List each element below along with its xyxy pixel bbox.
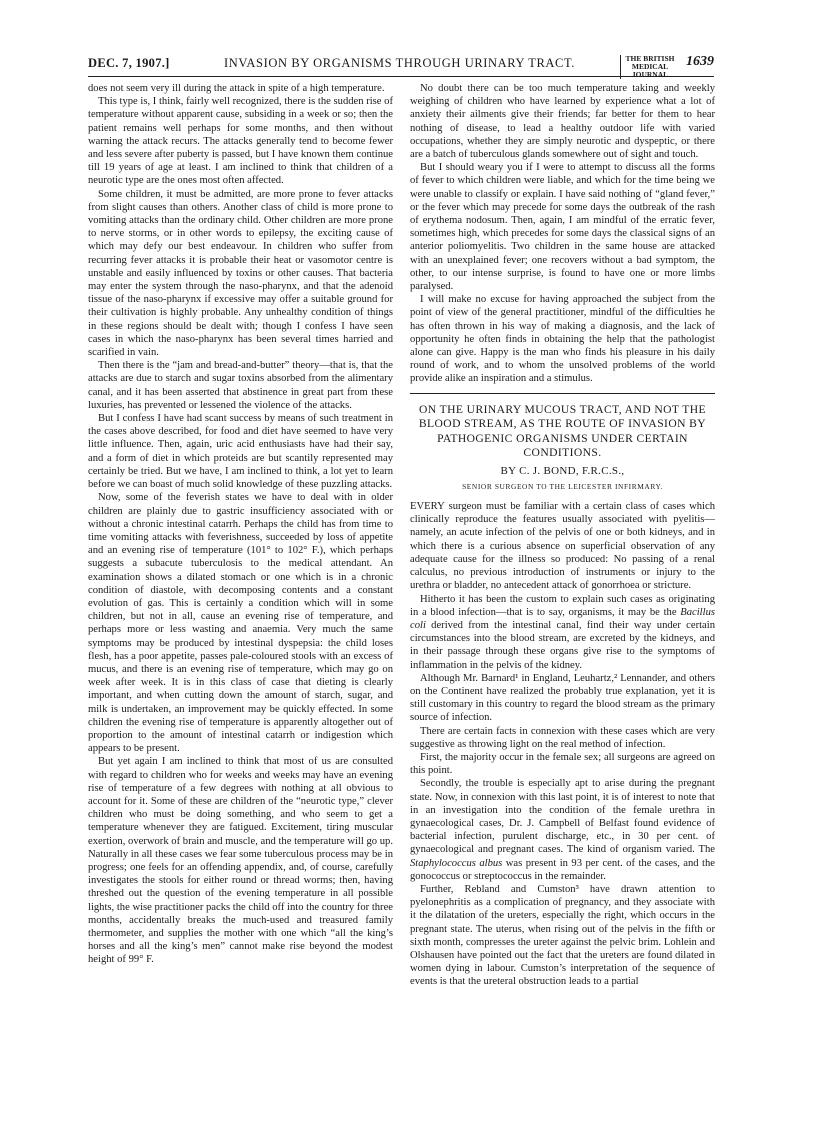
- paragraph-text: Hitherto it has been the custom to explain such cases as originating in a blood infection—that is to say, organisms, it may be the: [410, 593, 715, 618]
- paragraph: does not seem very ill during the attack in spite of a high temperature.: [88, 83, 385, 94]
- paragraph: Then there is the “jam and bread-and-butter” theory—that is, that the attacks are due to starch and sugar toxins absorbed from the alimentary canal, and it has been asserted that abstinence in great part from these luxuries, has prevented or lessened the violence of the attacks.: [88, 360, 393, 411]
- paragraph: [410, 500, 715, 592]
- organism-name: Bacillus coli: [410, 606, 715, 631]
- paragraph: No doubt there can be too much temperature taking and weekly weighing of children who have learned by experience what a lot of anxiety their ailments give their friends; far better for them to hear nothing of disease, to lead a healthy outdoor life with varied occupations, whether they are simply neurotic and dyspeptic, or there are a batch of tuberculous glands somewhere out of sight and touch.: [410, 83, 715, 161]
- header-date: DEC. 7, 1907.]: [88, 56, 170, 70]
- paragraph: I will make no excuse for having approached the subject from the point of view of the general practitioner, mindful of the difficulties he has often thrown in his way of making a diagnosis, and the lack of opportunity he often finds in obtaining the help that the pathologist alone can give. Happy is the man who finds his pleasure in his daily round of work, and to whom the unsolved problems of the world provide alike an inspiration and a stimulus.: [410, 294, 715, 385]
- section-divider: [410, 393, 715, 394]
- right-column: [410, 82, 715, 989]
- organism-name: Staphylococcus albus: [410, 857, 503, 869]
- article-title: ON THE URINARY MUCOUS TRACT, AND NOT THE BLOOD STREAM, AS THE ROUTE OF INVASION BY PATHOGENIC ORGANISMS UNDER CERTAIN CONDITIONS.: [418, 402, 707, 460]
- paragraph: This type is, I think, fairly well recognized, there is the sudden rise of temperature without apparent cause, subsiding in a week or so; then the patient remains well perhaps for some months, and then without warning the attack recurs. The attacks generally tend to become fewer and less severe after puberty is passed, but I have known them continue till 19 years of age at least. I am inclined to think that children of a neurotic type are the ones most often affected.: [88, 96, 393, 187]
- paragraph: Now, some of the feverish states we have to deal with in older children are plainly due to gastric insufficiency associated with or without a chronic intestinal catarrh. Perhaps the child has from time to time vomiting attacks with feverishness, succeeded by loss of appetite and an evening rise of temperature (101° to 102° F.), which perhaps suggests a subacute tuberculosis to the medical attendant. An examination shows a dilated stomach or one which is in a chronic condition of diastole, with decomposing contents and a constant evolution of gas. This is certainly a condition which will in some children, but not in all, cause an evening rise of temperature, and perhaps more or less wasting and anaemia. Very much the same symptoms may be produced by intestinal dyspepsia: the child loses flesh, has a poor appetite, passes pale-coloured stools with an excess of mucus, and there is an evening rise of temperature, which may go on week after week. It is in this class of case that dieting is clearly important, and when cutting down the amount of starch, sugar, and milk is undertaken, an improvement may be quickly effected. In some children the evening rise of temperature is apparently altogether out of proportion to the amount of intestinal catarrh or indigestion which appears to be present.: [88, 492, 393, 755]
- paragraph: [410, 777, 715, 883]
- paragraph-text: surgeon must be familiar with a certain class of cases which clinically reproduce the features usually associated with pyelitis—namely, an acute infection of the pelvis of one or both kidneys, and in which there is a curious absence on superficial observation of any adequate cause for the illness so produced: No passing of a renal calculus, no previous introduction of instruments or injury to the urethra or bladder, no antecedent attack of gonorrhoea or stricture.: [410, 501, 715, 592]
- page-number: 1639: [686, 54, 714, 69]
- article-affiliation: SENIOR SURGEON TO THE LEICESTER INFIRMARY.: [462, 481, 663, 491]
- paragraph: First, the majority occur in the female sex; all surgeons are agreed on this point.: [410, 751, 715, 777]
- header-running-title: INVASION BY ORGANISMS THROUGH URINARY TRACT.: [224, 56, 575, 70]
- paragraph: There are certain facts in connexion with these cases which are very suggestive as throwing light on the real method of infection.: [410, 725, 715, 750]
- paragraph-text: derived from the intestinal canal, find their way under certain circumstances into the blood stream, are excreted by the kidneys, and in their passage through these organs give rise to the symptoms of inflammation in the pelvis of the kidney.: [410, 619, 715, 671]
- header-journal-name: [620, 55, 676, 79]
- journal-name-line2: MEDICAL JOURNAL: [631, 62, 669, 79]
- article-author: BY C. J. BOND, F.R.C.S.,: [500, 464, 625, 477]
- paragraph: Further, Rebland and Cumston³ have drawn attention to pyelonephritis as a complication of pregnancy, and they associate with it the dilatation of the ureters, especially the right, which occurs in the pregnant state. The uterus, when rising out of the pelvis in the fifth or sixth month, compresses the ureter against the pelvic brim. Lohlein and Olshausen have pointed out the fact that the ureters are found dilated in women dying in labour. Cumston’s interpretation of the sequence of events is that the ureteral obstruction leads to a partial: [410, 883, 715, 988]
- paragraph: Some children, it must be admitted, are more prone to fever attacks from slight causes than others. Another class of child is more prone to vomiting attacks than the ordinary child. Other children are more prone to nerve storms, or in other words to epilepsy, the exciting cause of which may defy our best endeavour. In children who suffer from recurring fever attacks it is probable their heat or vasomotor centre is unstable and easily influenced by toxins or other causes. That bacteria may enter the system through the naso-pharynx, and that the adenoid tissue of the naso-pharynx if excessive may offer a suitable ground for their cultivation is highly probable. Any unhealthy condition of things in these regions should be dealt with; though I confess I have seen cases in which the naso-pharynx has been several times harried and scarified in vain.: [88, 188, 393, 359]
- paragraph: But yet again I am inclined to think that most of us are consulted with regard to children who for weeks and weeks may have an evening rise of temperature of a few degrees with nothing at all obvious to account for it. Some of these are children of the “neurotic type,” clever children who must be doing something, and who seem to get a temperature whenever they are fatigued. Excitement, tiring muscular exertion, overwork of brain and muscle, and the temperature will go up. Naturally in all these cases we fear some tuberculous process may be in progress; one feels for an offending appendix, and, of course, carefully investigates the stools for either round or thread worms; then, having threshed out the question of the evening temperature in all possible lights, the wise practitioner packs the child off into the country for three months, accidentally breaks the much-used and treasured family thermometer, and supplies the mother with one which “all the king’s horses and all the king’s men” cannot make rise beyond the modest height of 99° F.: [88, 756, 393, 966]
- lead-word: EVERY: [410, 501, 445, 513]
- journal-name-line1: THE BRITISH: [625, 54, 675, 63]
- paragraph: Although Mr. Barnard¹ in England, Leuhartz,² Lennander, and others on the Continent have realized the probably true explanation, yet it is still customary in this country to regard the blood stream as the primary source of infection.: [410, 672, 715, 724]
- running-header: [88, 54, 714, 77]
- left-column: [88, 82, 393, 967]
- paragraph: [410, 593, 715, 672]
- paragraph: But I should weary you if I were to attempt to discuss all the forms of fever to which children were liable, and which for the time being we were unable to classify or explain. I have said nothing of “gland fever,” or the fever which may precede for some days the outbreak of the rash of erythema nodosum. Then, again, I am mindful of the erratic fever, sometimes high, which precedes for some days the classical signs of an anterior poliomyelitis. Two children in the same house are attacked with an unexplained fever; one recovers without a bad symptom, the other, to our intense surprise, is found to have one or more limbs paralysed.: [410, 162, 715, 293]
- paragraph-text: was present in 93 per cent. of the cases, and the gonococcus or streptococcus in the remainder.: [410, 857, 715, 882]
- paragraph: But I confess I have had scant success by means of such treatment in the cases above described, for food and diet have seemed to have very little influence. Then, again, uric acid enthusiasts have had their say, and a form of diet in which proteids are but scantily represented may certainly be tried. But we have, I am inclined to think, a lot yet to learn before we can boast of much solid knowledge of these puzzling attacks.: [88, 413, 393, 491]
- paragraph-text: Secondly, the trouble is especially apt to arise during the pregnant state. Now, in connexion with this last point, it is of interest to note that in an investigation into the condition of the female urethra in gynaecological cases, Dr. J. Campbell of Belfast found evidence of bacterial infection, purulent discharge, etc., in 30 per cent. of gynaecological and pregnant cases. The kind of organism varied. The: [410, 778, 715, 856]
